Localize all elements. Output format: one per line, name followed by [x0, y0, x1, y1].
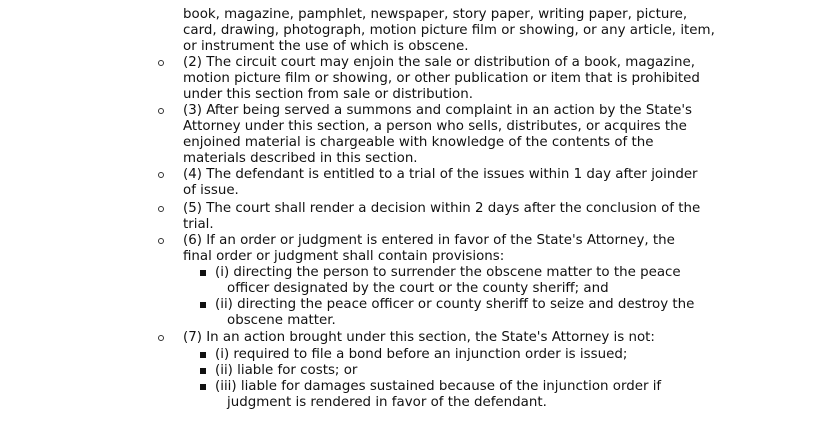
text-line: (7) In an action brought under this section, the State's Attorney is not: [183, 330, 655, 345]
text-line: enjoined material is chargeable with knowledge of the contents of the [183, 135, 654, 150]
text-line: (iii) liable for damages sustained because of the injunction order if [215, 379, 662, 394]
square-bullet-icon [200, 302, 206, 308]
square-bullet-icon [200, 270, 206, 276]
text-line: Attorney under this section, a person who sells, distributes, or acquires the [183, 119, 687, 134]
text-line: (5) The court shall render a decision within 2 days after the conclusion of the [183, 201, 701, 216]
subitem-6-ii [215, 297, 775, 329]
text-line: (ii) liable for costs; or [215, 363, 358, 378]
subitem-7-ii [215, 363, 775, 379]
text-line: (4) The defendant is entitled to a trial of the issues within 1 day after joinder [183, 167, 698, 182]
square-bullet-icon [200, 384, 206, 390]
circle-bullet-icon [158, 60, 164, 66]
text-line: (3) After being served a summons and complaint in an action by the State's [183, 103, 692, 118]
text-line: (i) required to file a bond before an injunction order is issued; [215, 347, 628, 362]
circle-bullet-icon [158, 335, 164, 341]
subitem-7-i [215, 347, 775, 363]
text-line: trial. [183, 217, 214, 232]
circle-bullet-icon [158, 108, 164, 114]
list-item-4 [183, 167, 743, 199]
text-line: final order or judgment shall contain provisions: [183, 249, 505, 264]
text-line: officer designated by the court or the county sheriff; and [227, 281, 609, 296]
text-line: book, magazine, pamphlet, newspaper, story paper, writing paper, picture, [183, 7, 688, 22]
list-item-2 [183, 55, 743, 103]
text-line: judgment is rendered in favor of the defendant. [227, 395, 547, 410]
list-item-6 [183, 233, 743, 265]
list-item-7 [183, 330, 743, 346]
list-item-3 [183, 103, 743, 167]
text-line: (i) directing the person to surrender the obscene matter to the peace [215, 265, 681, 280]
text-line: (2) The circuit court may enjoin the sale or distribution of a book, magazine, [183, 55, 695, 70]
text-line: or instrument the use of which is obscene. [183, 39, 469, 54]
square-bullet-icon [200, 352, 206, 358]
subitem-7-iii [215, 379, 775, 411]
item-1-continuation [183, 7, 743, 55]
text-line: (ii) directing the peace officer or county sheriff to seize and destroy the [215, 297, 695, 312]
list-item-5 [183, 201, 743, 233]
text-line: obscene matter. [227, 313, 336, 328]
text-line: of issue. [183, 183, 239, 198]
text-line: card, drawing, photograph, motion picture film or showing, or any article, item, [183, 23, 715, 38]
subitem-6-i [215, 265, 775, 297]
text-line: (6) If an order or judgment is entered in favor of the State's Attorney, the [183, 233, 675, 248]
text-line: motion picture film or showing, or other publication or item that is prohibited [183, 71, 700, 86]
square-bullet-icon [200, 368, 206, 374]
circle-bullet-icon [158, 238, 164, 244]
text-line: materials described in this section. [183, 151, 418, 166]
circle-bullet-icon [158, 172, 164, 178]
text-line: under this section from sale or distribution. [183, 87, 473, 102]
circle-bullet-icon [158, 206, 164, 212]
